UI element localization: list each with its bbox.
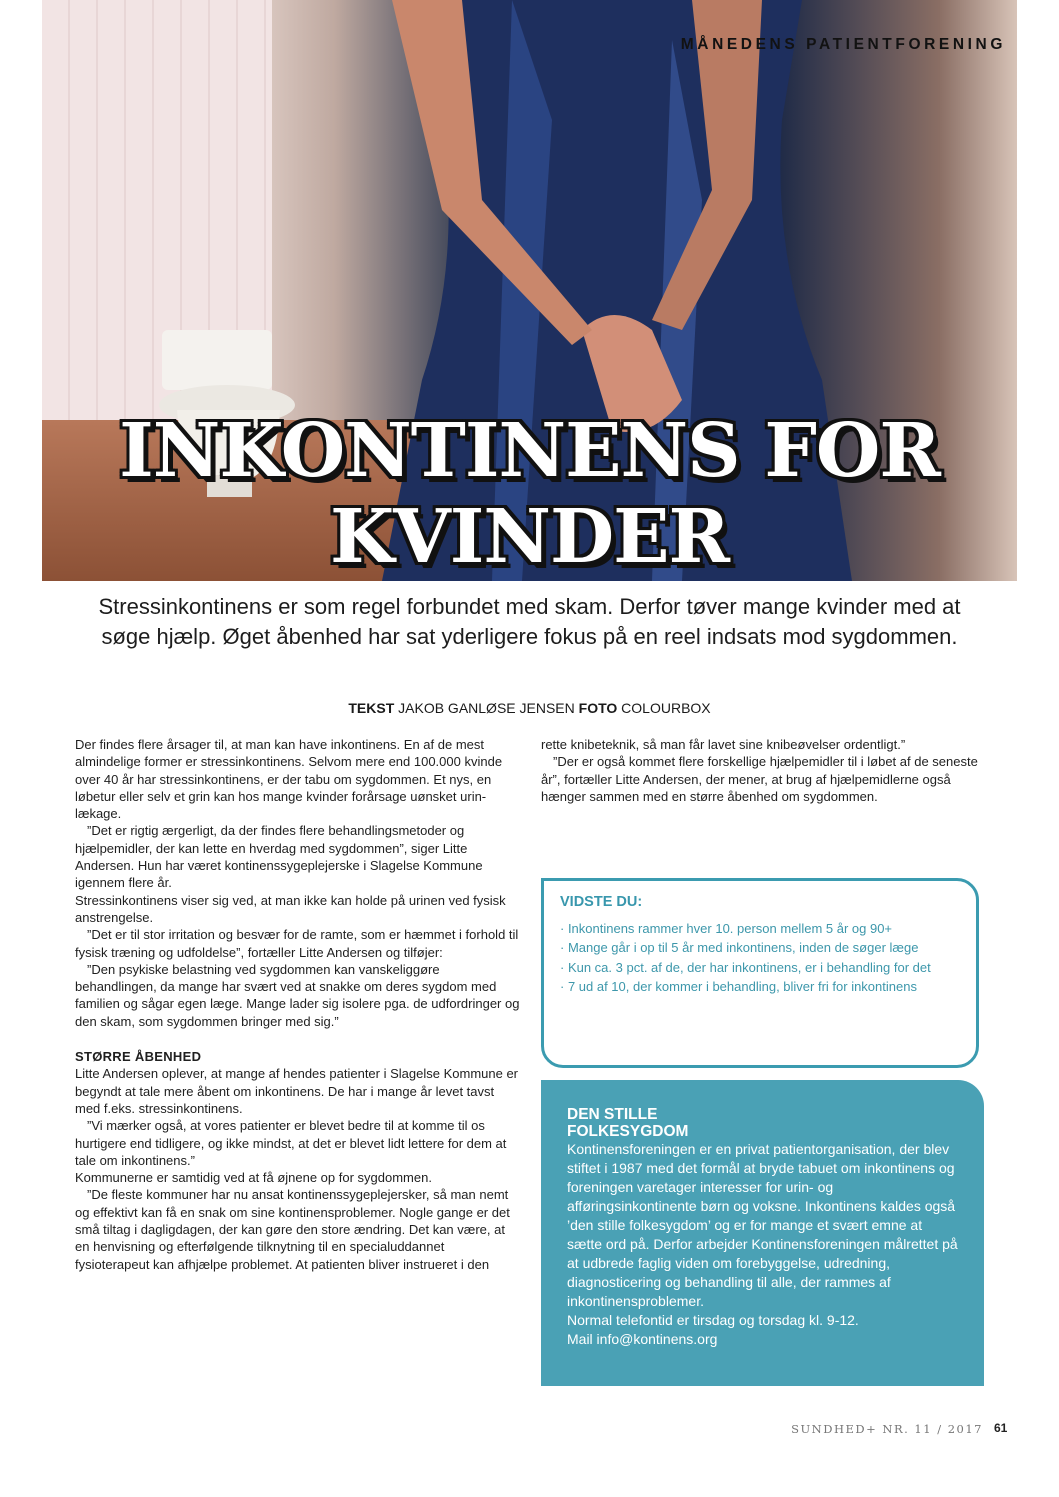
- byline: [42, 700, 1017, 716]
- body-column-1: [75, 736, 521, 1273]
- lead-paragraph: Stressinkontinens er som regel forbundet med skam. Derfor tøver mange kvinder med at søge hjælp. Øget åbenhed har sat yderligere fokus på en reel indsats mod sygdommen.: [98, 594, 961, 649]
- fact-item: · Kun ca. 3 pct. af de, der har inkontinens, er i behandling for det: [560, 959, 931, 975]
- magazine-footer: SUNDHED+ NR. 11 / 2017: [791, 1422, 983, 1436]
- byline-text-label: TEKST: [348, 700, 395, 716]
- headline-line-1: INKONTINENS FOR: [119, 408, 940, 494]
- paragraph: ”Vi mærker også, at vores patienter er blevet bedre til at komme til os hurtigere end tidligere, og ikke mindst, at det er blevet lidt lettere for dem at tale om inkontinens.”: [75, 1118, 507, 1168]
- paragraph: ”Det er til stor irritation og besvær for de ramte, som er hæmmet i forhold til fysisk træning og udfoldelse”, fortæller Litte Andersen og tilføjer:: [75, 927, 519, 960]
- section-kicker: MÅNEDENS PATIENTFORENING: [680, 36, 1006, 53]
- paragraph: Kommunerne er samtidig ved at få øjnene op for sygdommen.: [75, 1170, 432, 1186]
- info-box-hours: Normal telefontid er tirsdag og torsdag kl. 9-12.: [567, 1312, 859, 1328]
- paragraph: Der findes flere årsager til, at man kan have inkontinens. En af de mest almindelige former er stressinkontinens. Selvom mere end 100.000 kvinde over 40 år har stressinkontinens, er der tabu om sygdommen. Et nys, en løbetur eller selv et grin kan hos mange kvinder forårsage uønsket urin-lækage.: [75, 737, 503, 822]
- byline-photo-label: FOTO: [578, 700, 618, 716]
- page-number: 61: [994, 1421, 1008, 1435]
- info-box-body: Kontinensforeningen er en privat patientorganisation, der blev stiftet i 1987 med det formål at bryde tabuet om inkontinens og foreningen varetager interesser for urin- og afføringsinkontinente børn og voksne. Inkontinens kaldes også ’den stille folkesygdom’ og er for mange et svært emne at sætte ord på. Derfor arbejder Kontinensforeningen målrettet på at udbrede faglig viden om forebyggelse, udredning, diagnosticering og behandling til alle, der rammes af inkontinensproblemer.: [567, 1141, 958, 1309]
- byline-author: JAKOB GANLØSE JENSEN: [398, 700, 575, 716]
- paragraph: ”Den psykiske belastning ved sygdommen kan vanskeliggøre behandlingen, da mange har svært ved at snakke om deres sygdom med familien og sågar egen læge. Mange lader sig isolere pga. de udfordringer og den skam, som sygdommen bringer med sig.”: [75, 961, 520, 1029]
- paragraph: Litte Andersen oplever, at mange af hendes patienter i Slagelse Kommune er begyndt at tale mere åbent om inkontinens. De har i mange år levet tavst med f.eks. stressinkontinens.: [75, 1066, 519, 1116]
- headline-line-2: KVINDER: [329, 494, 730, 580]
- fact-box-heading: VIDSTE DU:: [560, 894, 643, 910]
- fact-item: · 7 ud af 10, der kommer i behandling, bliver fri for inkontinens: [560, 979, 917, 994]
- fact-box: [541, 878, 979, 1068]
- paragraph: ”De fleste kommuner har nu ansat kontinenssygeplejersker, så man nemt og effektivt kan få en snak om sine kontinensproblemer. Nogle gange er det små tiltag i dagligdagen, der kan gøre den store ændring. Det kan være, at en henvisning og efterfølgende tilknytning til en specialuddannet fysioterapeut kan afhjælpe problemet. At patienten bliver instrueret i den: [75, 1187, 510, 1272]
- fact-item: · Mange går i op til 5 år med inkontinens, inden de søger læge: [560, 940, 919, 955]
- info-box-mail: Mail info@kontinens.org: [567, 1331, 718, 1347]
- info-box-heading: DEN STILLE FOLKESYGDOM: [567, 1106, 689, 1140]
- paragraph: rette knibeteknik, så man får lavet sine knibeøvelser ordentligt.”: [541, 737, 906, 752]
- headline: [42, 408, 1017, 580]
- byline-photographer: COLOURBOX: [621, 700, 711, 716]
- body-column-2: [541, 736, 983, 805]
- paragraph: Stressinkontinens viser sig ved, at man ikke kan holde på urinen ved fysisk anstrengelse.: [75, 892, 506, 925]
- subheading: STØRRE ÅBENHED: [75, 1049, 202, 1065]
- fact-item: · Inkontinens rammer hver 10. person mellem 5 år og 90+: [560, 920, 893, 936]
- info-box: [541, 1080, 984, 1386]
- paragraph: ”Det er rigtig ærgerligt, da der findes flere behandlingsmetoder og hjælpemidler, der kan lette en hverdag med sygdommen”, siger Litte Andersen. Hun har været kontinenssygeplejerske i Slagelse Kommune igennem flere år.: [75, 823, 483, 891]
- paragraph: ”Der er også kommet flere forskellige hjælpemidler til i løbet af de seneste år”, fortæller Litte Andersen, der mener, at brug af hjælpemidlerne også hænger sammen med en større åbenhed om sygdommen.: [541, 754, 978, 804]
